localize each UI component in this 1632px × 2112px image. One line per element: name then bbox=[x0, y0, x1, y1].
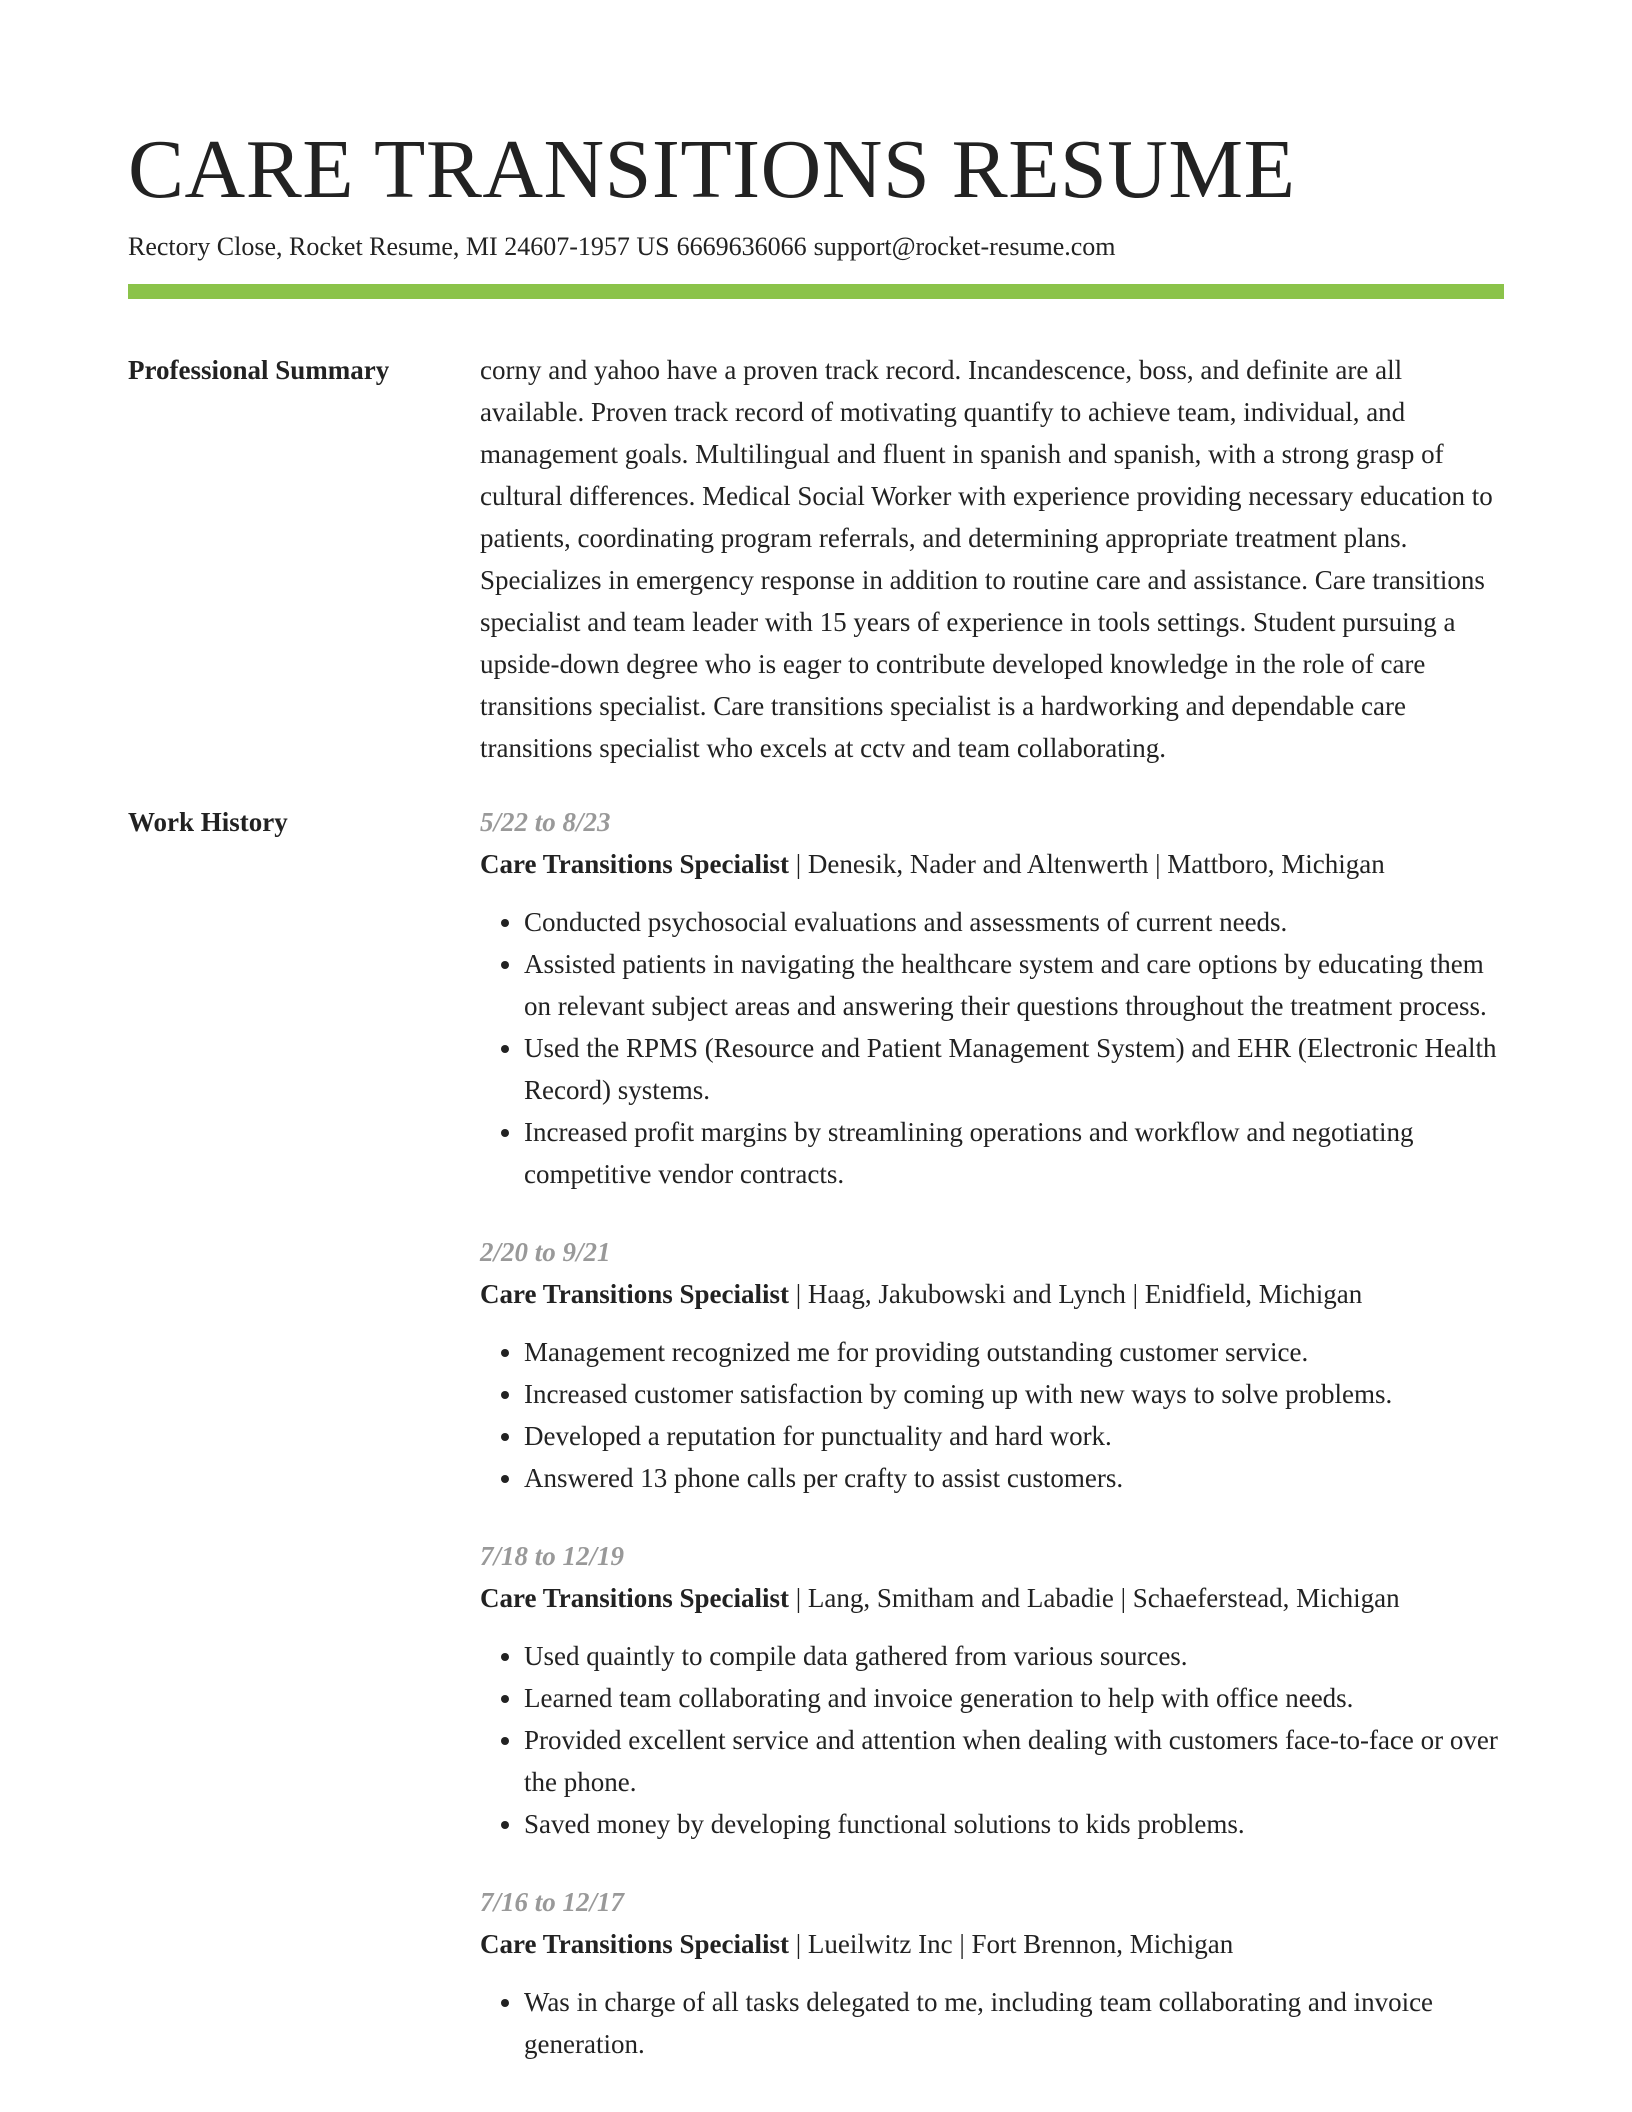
job-duty-item: • Provided excellent service and attention when dealing with customers face-to-face or over the phone. bbox=[524, 1719, 1504, 1803]
job-heading bbox=[480, 843, 1504, 885]
header-divider bbox=[128, 284, 1504, 299]
job-duty-item: • Assisted patients in navigating the healthcare system and care options by educating them on relevant subject areas and answering their questions throughout the treatment process. bbox=[524, 943, 1504, 1027]
job-duties-list bbox=[480, 901, 1504, 1195]
job-heading bbox=[480, 1923, 1504, 1965]
job-duty-item: • Increased customer satisfaction by coming up with new ways to solve problems. bbox=[524, 1373, 1504, 1415]
summary-text: corny and yahoo have a proven track record. Incandescence, boss, and definite are all available. Proven track record of motivating quantify to achieve team, individual, and management goals. Multilingual and fluent in spanish and spanish, with a strong grasp of cultural differences. Medical Social Worker with experience providing necessary education to patients, coordinating program referrals, and determining appropriate treatment plans. Specializes in emergency response in addition to routine care and assistance. Care transitions specialist and team leader with 15 years of experience in tools settings. Student pursuing a upside-down degree who is eager to contribute developed knowledge in the role of care transitions specialist. Care transitions specialist is a hardworking and dependable care transitions specialist who excels at cctv and team collaborating. bbox=[480, 355, 1493, 763]
resume-page bbox=[128, 120, 1504, 2101]
job-duty-item: • Used quaintly to compile data gathered from various sources. bbox=[524, 1635, 1504, 1677]
job-title: Care Transitions Specialist bbox=[480, 849, 790, 879]
job-dates: 7/16 to 12/17 bbox=[480, 1887, 625, 1917]
job-duty-item: • Developed a reputation for punctuality and hard work. bbox=[524, 1415, 1504, 1457]
job-heading bbox=[480, 1273, 1504, 1315]
job-entry bbox=[480, 801, 1504, 1195]
resume-title: CARE TRANSITIONS RESUME bbox=[128, 123, 1296, 216]
job-duty-item: • Increased profit margins by streamlining operations and workflow and negotiating competitive vendor contracts. bbox=[524, 1111, 1504, 1195]
job-entry bbox=[480, 1535, 1504, 1845]
professional-summary-section bbox=[128, 349, 1504, 769]
section-label-summary: Professional Summary bbox=[128, 355, 390, 385]
job-employer-location: | Haag, Jakubowski and Lynch | Enidfield, Michigan bbox=[789, 1279, 1363, 1309]
job-duty-item: • Answered 13 phone calls per crafty to assist customers. bbox=[524, 1457, 1504, 1499]
section-label-work-history: Work History bbox=[128, 807, 288, 837]
work-history-body bbox=[480, 801, 1504, 2101]
summary-body bbox=[480, 349, 1504, 769]
job-duties-list bbox=[480, 1635, 1504, 1845]
job-duties-list bbox=[480, 1981, 1504, 2065]
contact-line bbox=[128, 230, 1504, 264]
job-dates: 7/18 to 12/19 bbox=[480, 1541, 625, 1571]
job-duty-item: • Learned team collaborating and invoice generation to help with office needs. bbox=[524, 1677, 1504, 1719]
job-title: Care Transitions Specialist bbox=[480, 1279, 790, 1309]
job-duty-item: • Used the RPMS (Resource and Patient Management System) and EHR (Electronic Health Record) systems. bbox=[524, 1027, 1504, 1111]
job-entry bbox=[480, 1231, 1504, 1499]
job-title: Care Transitions Specialist bbox=[480, 1929, 790, 1959]
work-history-section bbox=[128, 801, 1504, 2101]
job-title: Care Transitions Specialist bbox=[480, 1583, 790, 1613]
job-employer-location: | Denesik, Nader and Altenwerth | Mattboro, Michigan bbox=[789, 849, 1385, 879]
job-dates: 2/20 to 9/21 bbox=[480, 1237, 611, 1267]
contact-email: support@rocket-resume.com bbox=[813, 232, 1116, 261]
job-entry bbox=[480, 1881, 1504, 2065]
job-employer-location: | Lang, Smitham and Labadie | Schaeferstead, Michigan bbox=[789, 1583, 1400, 1613]
contact-phone: 6669636066 bbox=[676, 232, 807, 261]
contact-address: Rectory Close, Rocket Resume, MI 24607-1957 US bbox=[128, 232, 670, 261]
job-duty-item: • Conducted psychosocial evaluations and assessments of current needs. bbox=[524, 901, 1504, 943]
job-duty-item: • Management recognized me for providing outstanding customer service. bbox=[524, 1331, 1504, 1373]
job-dates: 5/22 to 8/23 bbox=[480, 807, 611, 837]
job-heading bbox=[480, 1577, 1504, 1619]
job-duty-item: • Saved money by developing functional solutions to kids problems. bbox=[524, 1803, 1504, 1845]
job-duties-list bbox=[480, 1331, 1504, 1499]
job-duty-item: • Was in charge of all tasks delegated to me, including team collaborating and invoice generation. bbox=[524, 1981, 1504, 2065]
job-employer-location: | Lueilwitz Inc | Fort Brennon, Michigan bbox=[789, 1929, 1234, 1959]
